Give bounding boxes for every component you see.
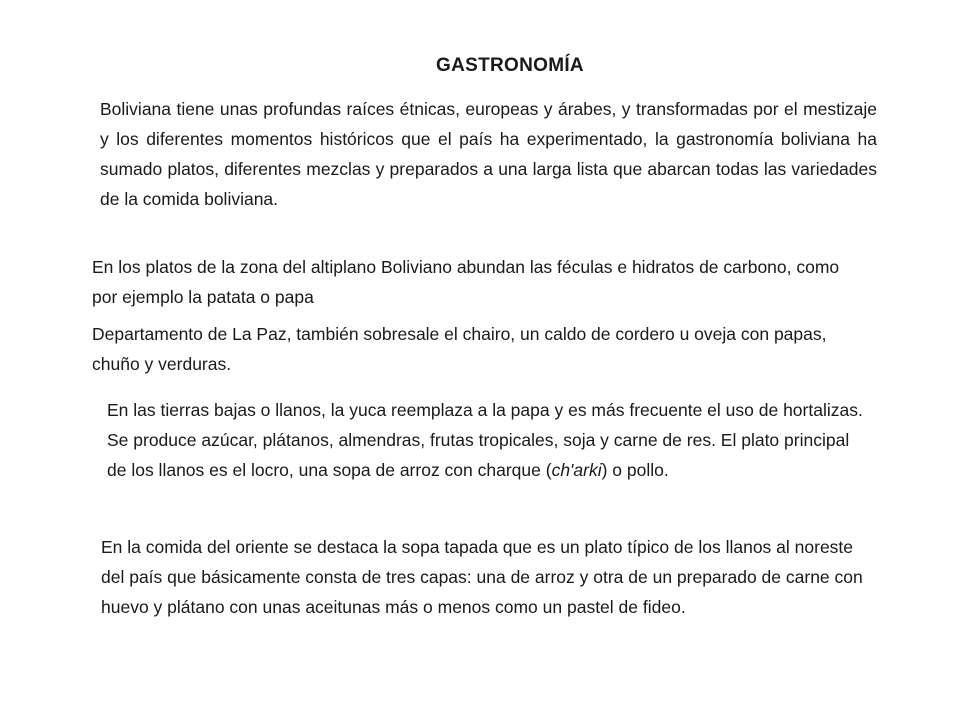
paragraph-oriente: En la comida del oriente se destaca la sopa tapada que es un plato típico de los llanos al noreste del país que básicamente consta de tres capas: una de arroz y otra de un preparado de carne con huevo y plátano con unas aceitunas más o menos como un pastel de fideo. <box>101 537 863 617</box>
paragraph-llanos-end: ) o pollo. <box>601 460 669 480</box>
paragraph-altiplano: En los platos de la zona del altiplano Boliviano abundan las féculas e hidratos de carbono, como por ejemplo la patata o papa <box>92 257 840 307</box>
paragraph-intro: Boliviana tiene unas profundas raíces étnicas, europeas y árabes, y transformadas por el mestizaje y los diferentes momentos históricos que el país ha experimentado, la gastronomía boliviana ha sumado platos, diferentes mezclas y preparados a una larga lista que abarcan todas las variedades de la comida boliviana. <box>100 99 877 209</box>
paragraph-llanos <box>107 395 867 485</box>
paragraph-la-paz: Departamento de La Paz, también sobresale el chairo, un caldo de cordero u oveja con papas, chuño y verduras. <box>92 324 827 374</box>
page-title: GASTRONOMÍA <box>436 55 584 76</box>
paragraph-llanos-italic: ch'arki <box>551 460 602 480</box>
paragraph-llanos-text: En las tierras bajas o llanos, la yuca reemplaza a la papa y es más frecuente el uso de hortalizas. Se produce azúcar, plátanos, almendras, frutas tropicales, soja y carne de res. El plato principal de los llanos es el locro, una sopa de arroz con charque ( <box>107 400 863 480</box>
